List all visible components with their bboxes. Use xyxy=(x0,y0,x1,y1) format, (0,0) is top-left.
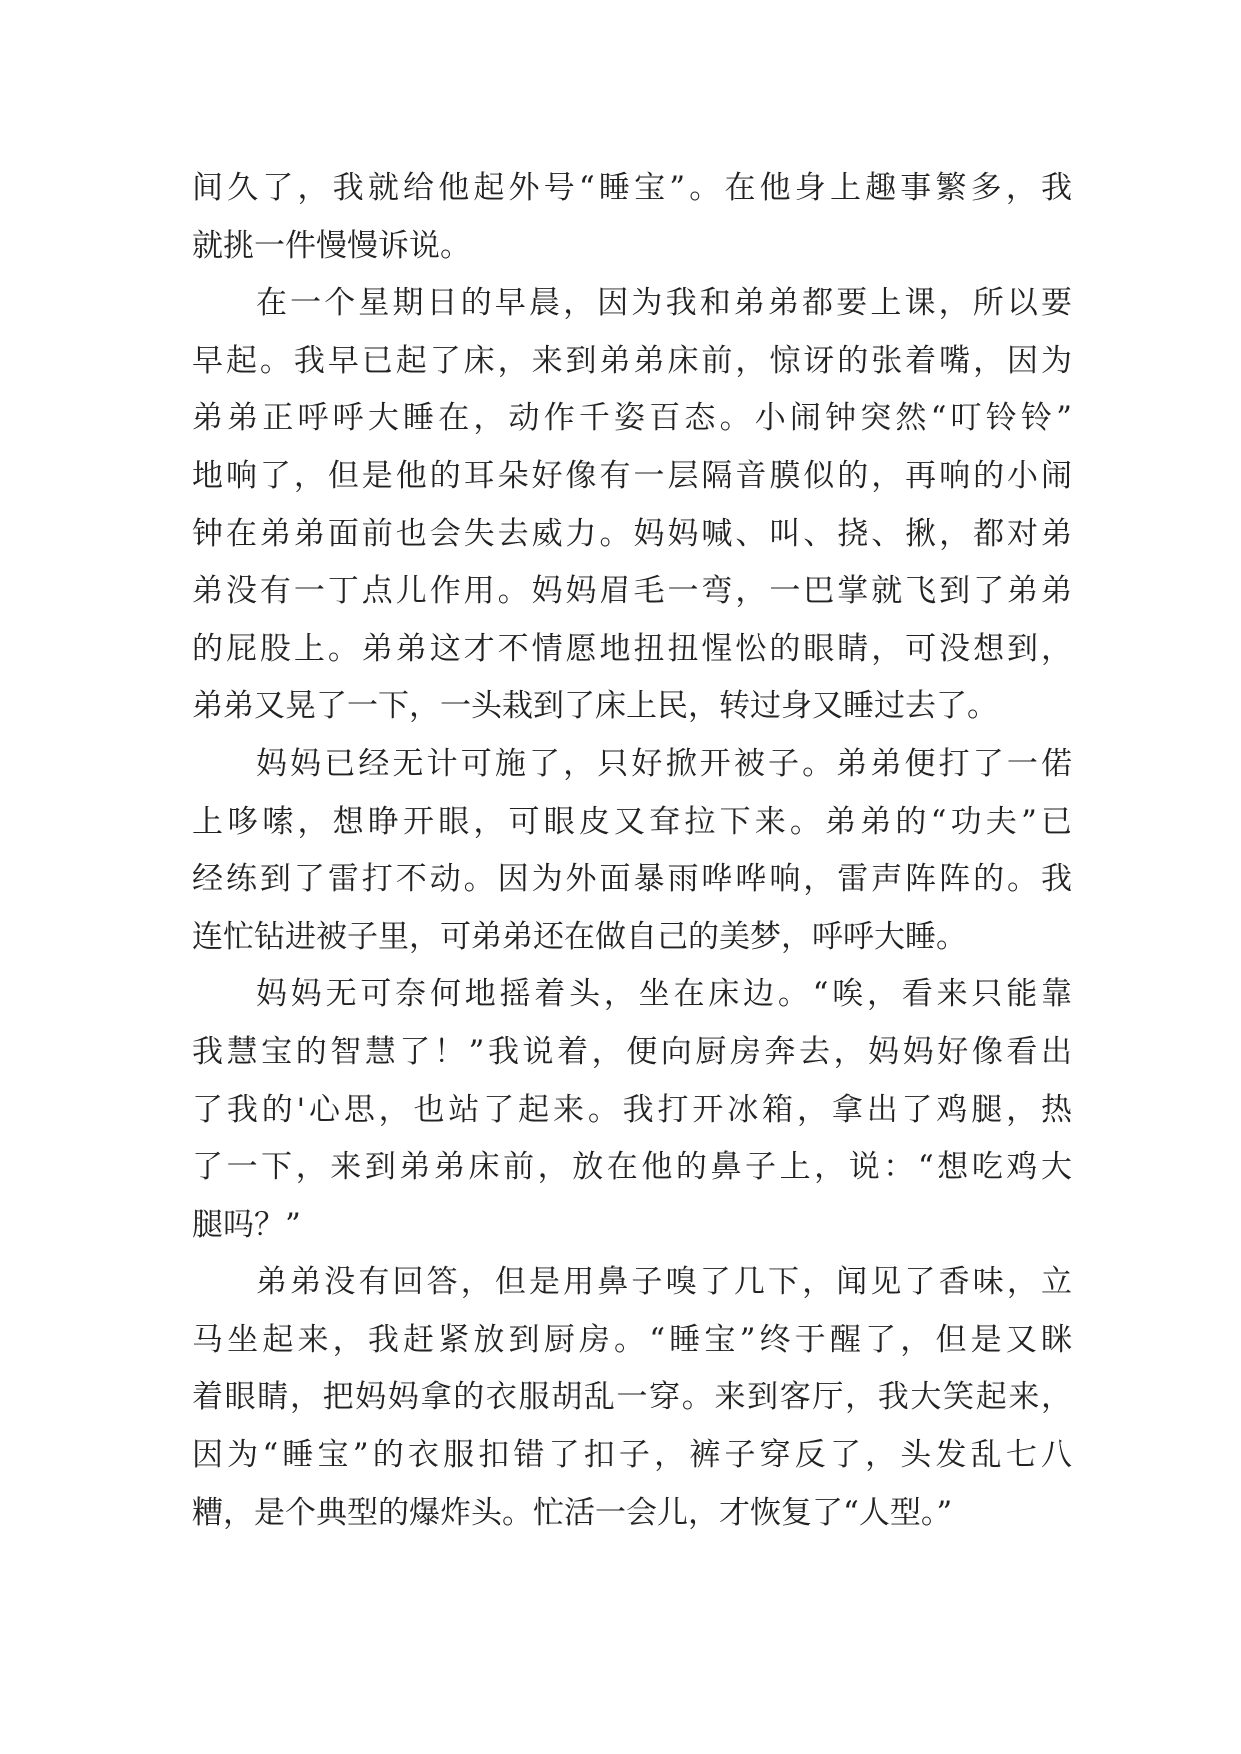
text-line: 妈妈已经无计可施了，只好掀开被子。弟弟便打了一偌 xyxy=(256,745,1072,782)
text-line: 连忙钻进被子里，可弟弟还在做自己的美梦，呼呼大睡。 xyxy=(192,918,967,955)
text-line: 就挑一件慢慢诉说。 xyxy=(192,227,471,264)
text-line: 地响了，但是他的耳朵好像有一层隔音膜似的，再响的小闹 xyxy=(192,457,1072,494)
text-line: 因为“睡宝”的衣服扣错了扣子，裤子穿反了，头发乱七八 xyxy=(192,1437,1072,1474)
text-line: 弟没有一丁点儿作用。妈妈眉毛一弯，一巴掌就飞到了弟弟 xyxy=(192,573,1072,610)
text-line: 经练到了雷打不动。因为外面暴雨哗哗响，雷声阵阵的。我 xyxy=(192,861,1072,898)
text-line: 早起。我早已起了床，来到弟弟床前，惊讶的张着嘴，因为 xyxy=(192,342,1072,379)
text-line: 我慧宝的智慧了！”我说着，便向厨房奔去，妈妈好像看出 xyxy=(192,1033,1072,1070)
body-text xyxy=(192,160,1072,1542)
text-line: 马坐起来，我赶紧放到厨房。“睡宝”终于醒了，但是又眯 xyxy=(192,1321,1072,1358)
text-line: 妈妈无可奈何地摇着头，坐在床边。“唉，看来只能靠 xyxy=(256,976,1072,1013)
text-line: 弟弟又晃了一下，一头栽到了床上民，转过身又睡过去了。 xyxy=(192,688,998,725)
text-line: 糟，是个典型的爆炸头。忙活一会儿，才恢复了“人型。” xyxy=(192,1494,953,1531)
text-line: 钟在弟弟面前也会失去威力。妈妈喊、叫、挠、揪，都对弟 xyxy=(192,515,1072,552)
text-line: 间久了，我就给他起外号“睡宝”。在他身上趣事繁多，我 xyxy=(192,170,1072,206)
text-line: 弟弟正呼呼大睡在，动作千姿百态。小闹钟突然“叮铃铃” xyxy=(192,400,1072,437)
text-line: 着眼睛，把妈妈拿的衣服胡乱一穿。来到客厅，我大笑起来， xyxy=(192,1379,1072,1416)
text-line: 上哆嗦，想睁开眼，可眼皮又耷拉下来。弟弟的“功夫”已 xyxy=(192,803,1072,840)
text-line: 的屁股上。弟弟这才不情愿地扭扭惺忪的眼睛，可没想到， xyxy=(192,630,1072,667)
text-line: 了一下，来到弟弟床前，放在他的鼻子上，说：“想吃鸡大 xyxy=(192,1149,1072,1186)
text-line: 了我的'心思，也站了起来。我打开冰箱，拿出了鸡腿，热 xyxy=(192,1091,1072,1128)
text-line: 弟弟没有回答，但是用鼻子嗅了几下，闻见了香味，立 xyxy=(256,1264,1072,1301)
text-line: 腿吗？” xyxy=(192,1206,301,1243)
text-line: 在一个星期日的早晨，因为我和弟弟都要上课，所以要 xyxy=(256,285,1072,322)
